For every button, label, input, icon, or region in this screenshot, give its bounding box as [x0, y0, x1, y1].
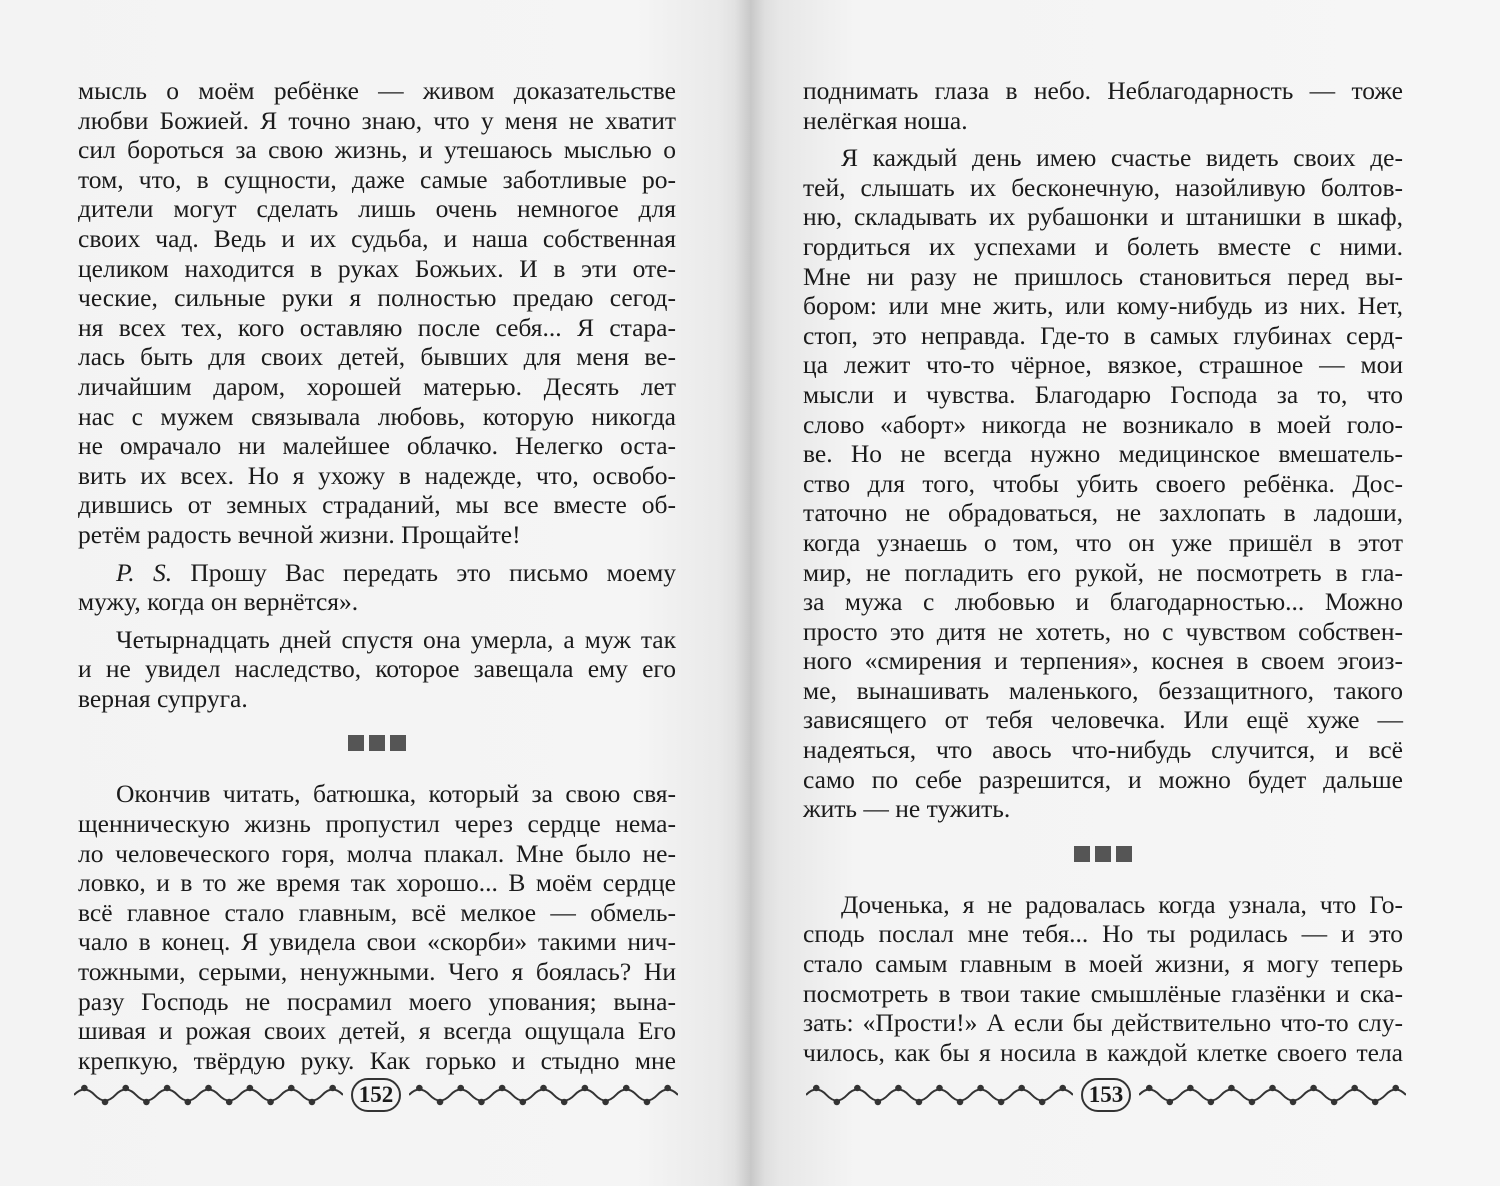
text-line: стоп, это неправда. Где-то в самых глубинах серд- [803, 320, 1403, 350]
text-line: ного «смирения и терпения», коснея в своем эгоиз- [803, 646, 1403, 676]
text-line: таточно не обрадоваться, не захлопать в ладоши, [803, 498, 1403, 528]
text-line: гордиться их успехами и болеть вместе с ними. [803, 231, 1403, 261]
text-line: ческие, сильные руки я полностью предаю сегод- [78, 283, 676, 313]
left-page-text [78, 76, 676, 1075]
section-separator [803, 824, 1403, 890]
text-line: шивая и рожая своих детей, я всегда ощущала Его [78, 1016, 676, 1046]
right-page [750, 0, 1500, 1186]
text-line: слово «аборт» никогда не возникало в моей голо- [803, 409, 1403, 439]
text-line: ца лежит что-то чёрное, вязкое, страшное — мои [803, 350, 1403, 380]
text-line: ме, вынашивать маленького, беззащитного, такого [803, 675, 1403, 705]
text-line: тожными, серыми, ненужными. Чего я боялась? Ни [78, 957, 676, 987]
text-line: Доченька, я не радовалась когда узнала, что Го- [841, 889, 1403, 919]
text-line: нас с мужем связывала любовь, которую никогда [78, 401, 676, 431]
text-line: любви Божией. Я точно знаю, что у меня не хватит [78, 105, 676, 135]
floral-ornament-icon [409, 1080, 678, 1110]
text-line: разу Господь не посрамил моего упования; вына- [78, 986, 676, 1016]
floral-ornament-icon [74, 1080, 343, 1110]
separator-squares-icon [348, 735, 406, 751]
text-line: мир, не погладить его рукой, не посмотреть в гла- [803, 557, 1403, 587]
left-page-footer [74, 1075, 678, 1115]
text-line: личайшим даром, хорошей матерью. Десять лет [78, 371, 676, 401]
text-line: мужу, когда он вернётся». [78, 587, 359, 617]
text-line: ретём радость вечной жизни. Прощайте! [78, 519, 521, 549]
square-icon [1074, 846, 1090, 862]
text-line: ловко, и в то же время так хорошо... В моём сердце [78, 868, 676, 898]
ps-label: P. S. [116, 557, 173, 587]
text-line: своих чад. Ведь и их судьба, и наша собственная [78, 223, 676, 253]
text-line: ню, складывать их рубашонки и штанишки в шкаф, [803, 202, 1403, 232]
text-line: крепкую, твёрдую руку. Как горько и стыдно мне [78, 1045, 676, 1075]
right-page-footer [806, 1075, 1406, 1115]
text-line: ство для того, чтобы убить своего ребёнка. Дос- [803, 468, 1403, 498]
separator-squares-icon [1074, 846, 1132, 862]
text-line: бором: или мне жить, или кому-нибудь из них. Нет, [803, 291, 1403, 321]
text-line: чало в конец. Я увидела свои «скорби» такими нич- [78, 927, 676, 957]
text-line: зать: «Прости!» А если бы действительно что-то слу- [803, 1008, 1403, 1038]
text-line: когда узнаешь о том, что он уже пришёл в этот [803, 527, 1403, 557]
page-number: 153 [1081, 1078, 1131, 1112]
square-icon [1095, 846, 1111, 862]
text-line: ня всех тех, кого оставляю после себя... Я стара- [78, 312, 676, 342]
text-line: посмотреть в твои такие смышлёные глазёнки и ска- [803, 978, 1403, 1008]
text-line: Я каждый день имею счастье видеть своих де- [841, 143, 1403, 173]
text-line: ве. Но не всегда нужно медицинское вмешатель- [803, 439, 1403, 469]
text-line: верная супруга. [78, 683, 248, 713]
square-icon [369, 735, 385, 751]
text-line: само по себе разрешится, и можно будет дальше [803, 764, 1403, 794]
text-line: за мужа с любовью и благодарностью... Можно [803, 587, 1403, 617]
text-line: дители могут сделать лишь очень немногое для [78, 194, 676, 224]
text-line: просто это дитя не хотеть, но с чувством собствен- [803, 616, 1403, 646]
text-line: дившись от земных страданий, мы все вместе об- [78, 490, 676, 520]
text-line: не омрачало ни малейшее облачко. Нелегко оста- [78, 431, 676, 461]
right-page-text [803, 76, 1403, 1067]
section-separator [78, 713, 676, 779]
text-line: том, что, в сущности, даже самые заботливые ро- [78, 164, 676, 194]
text-line: зависящего от тебя человечка. Или ещё хуже — [803, 705, 1403, 735]
square-icon [390, 735, 406, 751]
square-icon [1116, 846, 1132, 862]
paragraph-gap [78, 617, 676, 625]
text-line: сподь послал мне тебя... Но ты родилась — и это [803, 919, 1403, 949]
text-line: жить — не тужить. [803, 794, 1011, 824]
text-line: сил бороться за свою жизнь, и утешаюсь мыслью о [78, 135, 676, 165]
text-line: Окончив читать, батюшка, который за свою свя- [116, 779, 676, 809]
text-line: мысль о моём ребёнке — живом доказательстве [78, 76, 676, 105]
ps-line [78, 558, 676, 588]
text-line: целиком находится в руках Божьих. И в эти оте- [78, 253, 676, 283]
text-line: нелёгкая ноша. [803, 105, 968, 135]
text-line: ло человеческого горя, молча плакал. Мне было не- [78, 838, 676, 868]
text-line: Четырнадцать дней спустя она умерла, а муж так [116, 624, 676, 654]
text-line: всё главное стало главным, всё мелкое — обмель- [78, 897, 676, 927]
text-line: и не увидел наследство, которое завещала ему его [78, 654, 676, 684]
paragraph-gap [803, 135, 1403, 143]
text-line: стало самым главным в моей жизни, я могу теперь [803, 949, 1403, 979]
text-line: Мне ни разу не пришлось становиться перед вы- [803, 261, 1403, 291]
text-line: поднимать глаза в небо. Неблагодарность — тоже [803, 76, 1403, 105]
text-line: чилось, как бы я носила в каждой клетке своего тела [803, 1037, 1403, 1067]
page-number: 152 [351, 1078, 401, 1112]
text-line: лась быть для своих детей, бывших для меня ве- [78, 342, 676, 372]
floral-ornament-icon [1139, 1080, 1406, 1110]
text-line: надеяться, что авось что-нибудь случится, и всё [803, 735, 1403, 765]
text-line: тей, слышать их бесконечную, назойливую болтов- [803, 172, 1403, 202]
floral-ornament-icon [806, 1080, 1073, 1110]
text-line: щенническую жизнь пропустил через сердце нема- [78, 809, 676, 839]
text-line: мысли и чувства. Благодарю Господа за то, что [803, 379, 1403, 409]
ps-text: Прошу Вас передать это письмо моему [172, 557, 676, 587]
text-line: вить их всех. Но я ухожу в надежде, что, освобо- [78, 460, 676, 490]
paragraph-gap [78, 550, 676, 558]
square-icon [348, 735, 364, 751]
